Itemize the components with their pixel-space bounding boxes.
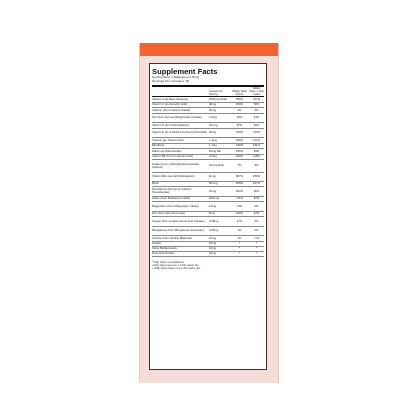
nutrient-name: Citrus Bioflavonoids: [152, 246, 177, 251]
nutrient-name: Choline (from Choline Bitartrate): [152, 235, 193, 240]
nutrient-amount: 10mg: [209, 246, 216, 251]
nutrient-dv-1to3: 94%: [253, 148, 260, 153]
nutrient-name: Inositol: [152, 241, 161, 246]
nutrient-name: Vitamin A (as Beta Carotene): [152, 96, 189, 101]
nutrient-dv-4plus: 7%: [237, 163, 242, 168]
nutrient-amount: 10mcg DFE: [209, 163, 224, 168]
nutrient-dv-4plus: 280%: [235, 137, 244, 142]
nutrient-dv-1to3: 250%: [252, 174, 261, 179]
nutrient-dv-4plus: 200%: [235, 102, 244, 107]
nutrient-dv-1to3: 80%: [253, 188, 260, 193]
nutrient-dv-1to3: 131%: [252, 143, 261, 148]
nutrient-dv-4plus: *: [238, 251, 241, 256]
nutrient-dv-4plus: 111%: [236, 196, 243, 201]
servings-per-container: Servings Per Container: 30: [152, 78, 190, 83]
nutrient-rows: [152, 97, 264, 257]
nutrient-amount: 20mg: [209, 107, 216, 112]
nutrient-dv-1to3: 14%: [253, 115, 260, 120]
table-row: [152, 252, 264, 257]
nutrient-name: Riboflavin: [152, 143, 165, 148]
nutrient-amount: 2.0mg: [209, 154, 217, 159]
nutrient-amount: 0.05mg: [209, 218, 219, 223]
nutrient-name: Vitamin B6 (from Pyridoxine HCl): [152, 154, 193, 159]
header-dv-1to3: %Daily Value 1 Year Apart: [249, 87, 264, 97]
nutrient-dv-4plus: 13%: [236, 203, 243, 208]
nutrient-dv-4plus: 250%: [235, 148, 244, 153]
nutrient-amount: 100mcg: [209, 196, 219, 201]
nutrient-dv-1to3: 6%: [254, 218, 259, 223]
nutrient-amount: 1.4mg: [209, 137, 217, 142]
nutrient-dv-4plus: 625%: [235, 181, 244, 186]
nutrient-dv-4plus: 500%: [235, 96, 244, 101]
nutrient-name: Manganese (from Manganese Gluconate): [152, 228, 204, 233]
nutrient-dv-1to3: 2%: [254, 203, 259, 208]
nutrient-dv-1to3: 118%: [253, 154, 260, 159]
header-amount: Amount Per Serving: [209, 90, 223, 97]
serving-size: Serving Size: 1 Tablespoon (15ml): [152, 75, 200, 79]
nutrient-dv-1to3: 50%: [253, 102, 260, 107]
nutrient-dv-4plus: 100%: [235, 211, 244, 216]
panel-title: Supplement Facts: [152, 67, 218, 76]
nutrient-amount: 0.05mg: [209, 228, 219, 233]
table-row: [152, 129, 264, 139]
nutrient-amount: 1.7mg: [209, 143, 217, 148]
nutrient-name: Niacin (as Niacinamide): [152, 148, 182, 153]
supplement-facts-panel: [149, 63, 267, 370]
nutrient-name: Rose Hips Extract: [152, 251, 175, 256]
nutrient-dv-1to3: *: [255, 246, 258, 251]
nutrient-dv-4plus: 1%: [237, 235, 242, 240]
nutrient-dv-1to3: 27%: [253, 211, 260, 216]
nutrient-name: Vitamin E (as d-Alpha Tocopheryl Succinate): [152, 130, 208, 135]
table-row: [152, 187, 264, 197]
nutrient-dv-4plus: 17%: [236, 218, 243, 223]
nutrient-name: Calcium (from Calcium Citrate): [152, 107, 191, 112]
header-dv-4plus: %Daily Value 4.5yrs+: [231, 90, 248, 97]
nutrient-amount: 40mg: [209, 102, 216, 107]
nutrient-name: Thiamin (as Thiamin HCl): [152, 137, 184, 142]
nutrient-dv-4plus: 3%: [237, 107, 242, 112]
nutrient-dv-4plus: 400%: [235, 154, 244, 159]
column-header: [152, 87, 264, 97]
nutrient-amount: 2.5mg: [209, 115, 217, 120]
nutrient-dv-1to3: 67%: [253, 196, 260, 201]
footnotes: [152, 261, 264, 270]
nutrient-dv-1to3: 167%: [252, 96, 261, 101]
nutrient-name: Magnesium (from Magnesium Citrate): [152, 203, 199, 208]
nutrient-dv-1to3: 3%: [254, 163, 259, 168]
nutrient-dv-1to3: 167%: [252, 181, 261, 186]
nutrient-dv-4plus: 333%: [235, 130, 244, 135]
nutrient-amount: 10mcg: [209, 122, 218, 127]
nutrient-amount: 50mcg: [209, 181, 218, 186]
nutrient-amount: 10mg: [209, 241, 216, 246]
nutrient-dv-1to3: 117%: [253, 137, 260, 142]
nutrient-dv-4plus: *: [238, 246, 241, 251]
orange-top-band: [140, 43, 278, 56]
nutrient-name: Vitamin B12 (as Methylcobalamin): [152, 174, 195, 179]
nutrient-dv-1to3: 50%: [253, 122, 260, 127]
nutrient-dv-1to3: 2%: [254, 107, 259, 112]
table-row: [152, 217, 264, 227]
footnote: * Daily Value not established.: [152, 260, 185, 264]
table-row: [152, 160, 264, 173]
nutrient-dv-4plus: 4%: [237, 228, 242, 233]
nutrient-amount: 20mg: [209, 130, 216, 135]
nutrient-dv-1to3: *: [255, 241, 258, 246]
nutrient-dv-1to3: 133%: [252, 130, 261, 135]
nutrient-dv-4plus: *: [238, 241, 241, 246]
nutrient-name: Zinc (from Zinc Gluconate): [152, 211, 186, 216]
nutrient-dv-1to3: 2%: [254, 228, 259, 233]
nutrient-name: Biotin: [152, 181, 159, 186]
nutrient-name: Vitamin D (as Cholecalciferol): [152, 122, 189, 127]
nutrient-amount: 5mg: [209, 211, 215, 216]
footnote: +Daily Value based on a 2,000 calorie diet.: [152, 263, 200, 267]
nutrient-dv-4plus: 67%: [236, 122, 243, 127]
nutrient-name: Vitamin C (as Ascorbic Acid): [152, 102, 188, 107]
nutrient-dv-1to3: *: [255, 251, 258, 256]
nutrient-dv-1to3: <1%: [253, 235, 260, 240]
nutrient-dv-4plus: 36%: [236, 115, 243, 120]
footnote: ++Daily Value based on a 1,000 calorie diet.: [152, 266, 201, 270]
table-row: [152, 173, 264, 182]
table-row: [152, 202, 264, 212]
nutrient-dv-4plus: 667%: [235, 174, 244, 179]
table-row: [152, 114, 264, 124]
nutrient-amount: 1500mcg RAE: [209, 96, 228, 101]
nutrient-amount: 10mg: [209, 188, 216, 193]
nutrient-dv-4plus: 200%: [235, 188, 244, 193]
nutrient-dv-4plus: 340%: [235, 143, 244, 148]
nutrient-name: Copper (from Copper Amino Acid Chelate): [152, 218, 205, 223]
nutrient-name: Pantothenic Acid (as D-Calcium Pantothenate): [152, 187, 192, 195]
nutrient-name: Iron (from Ferrous Bisglycinate Chelate): [152, 115, 202, 120]
nutrient-amount: 10mg: [209, 203, 216, 208]
table-row: [152, 227, 264, 237]
nutrient-amount: 10mg: [209, 235, 216, 240]
nutrient-name: Iodine (from Potassium Iodide): [152, 196, 191, 201]
nutrient-amount: 15mg NE: [209, 148, 221, 153]
nutrient-name: Folate (From L-Methylfolate/Iodofolate Calcium): [152, 161, 200, 169]
nutrient-amount: 10mg: [209, 251, 216, 256]
nutrient-amount: 6mcg: [209, 174, 216, 179]
